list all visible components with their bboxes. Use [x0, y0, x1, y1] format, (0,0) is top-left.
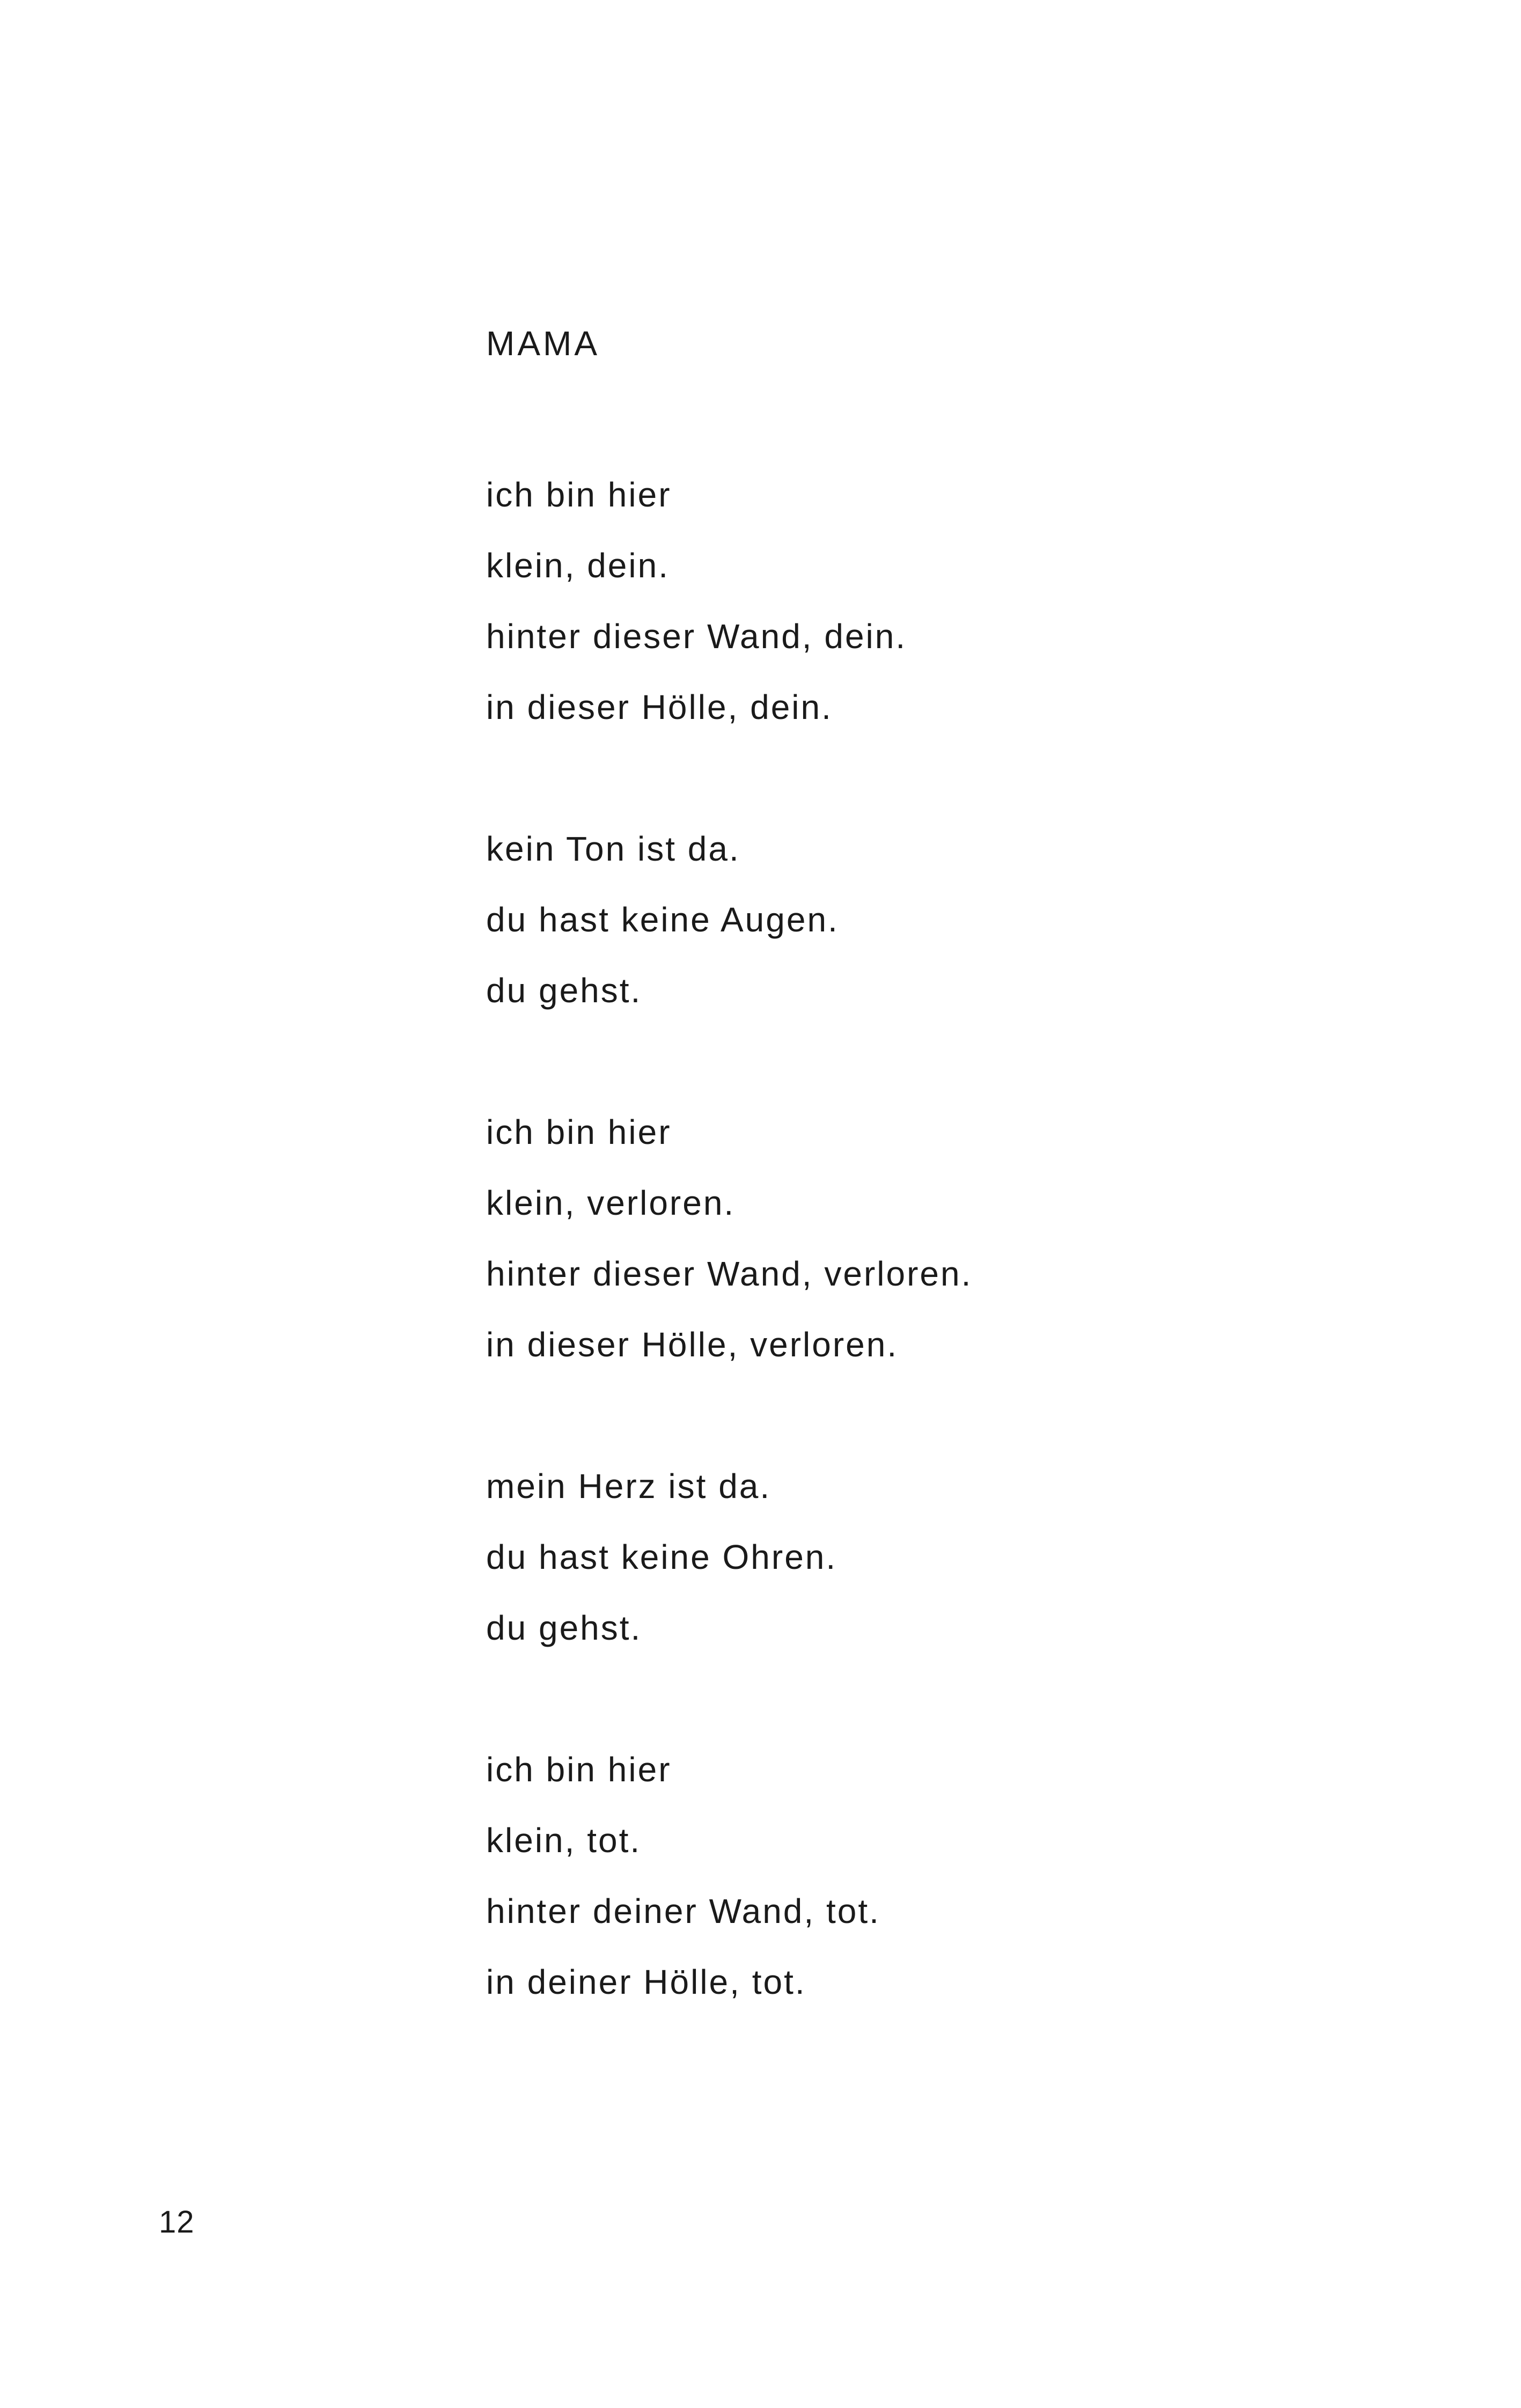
stanza-3 — [486, 1097, 1398, 1380]
poem-line: du gehst. — [486, 971, 642, 1010]
poem-line: ich bin hier — [486, 475, 672, 514]
page-number: 12 — [159, 2205, 195, 2240]
poem-line: hinter dieser Wand, verloren. — [486, 1254, 973, 1293]
poem-line: du hast keine Augen. — [486, 900, 839, 939]
poem-line: hinter dieser Wand, dein. — [486, 617, 907, 656]
stanza-1 — [486, 459, 1398, 743]
poem-line: hinter deiner Wand, tot. — [486, 1892, 880, 1930]
poem-line: ich bin hier — [486, 1750, 672, 1789]
poem — [486, 318, 1398, 2017]
poem-line: klein, tot. — [486, 1821, 642, 1860]
poem-line: mein Herz ist da. — [486, 1467, 771, 1506]
poem-line: in dieser Hölle, verloren. — [486, 1325, 899, 1364]
stanza-5 — [486, 1734, 1398, 2017]
poem-line: kein Ton ist da. — [486, 829, 740, 868]
poem-line: du gehst. — [486, 1609, 642, 1647]
poem-line: klein, verloren. — [486, 1184, 736, 1222]
poem-line: du hast keine Ohren. — [486, 1538, 837, 1576]
poem-line: in deiner Hölle, tot. — [486, 1963, 806, 2001]
poem-line: in dieser Hölle, dein. — [486, 688, 833, 726]
poem-title: MAMA — [486, 324, 600, 363]
stanza-4 — [486, 1451, 1398, 1663]
poem-line: ich bin hier — [486, 1113, 672, 1151]
poem-line: klein, dein. — [486, 546, 670, 585]
stanza-2 — [486, 813, 1398, 1026]
